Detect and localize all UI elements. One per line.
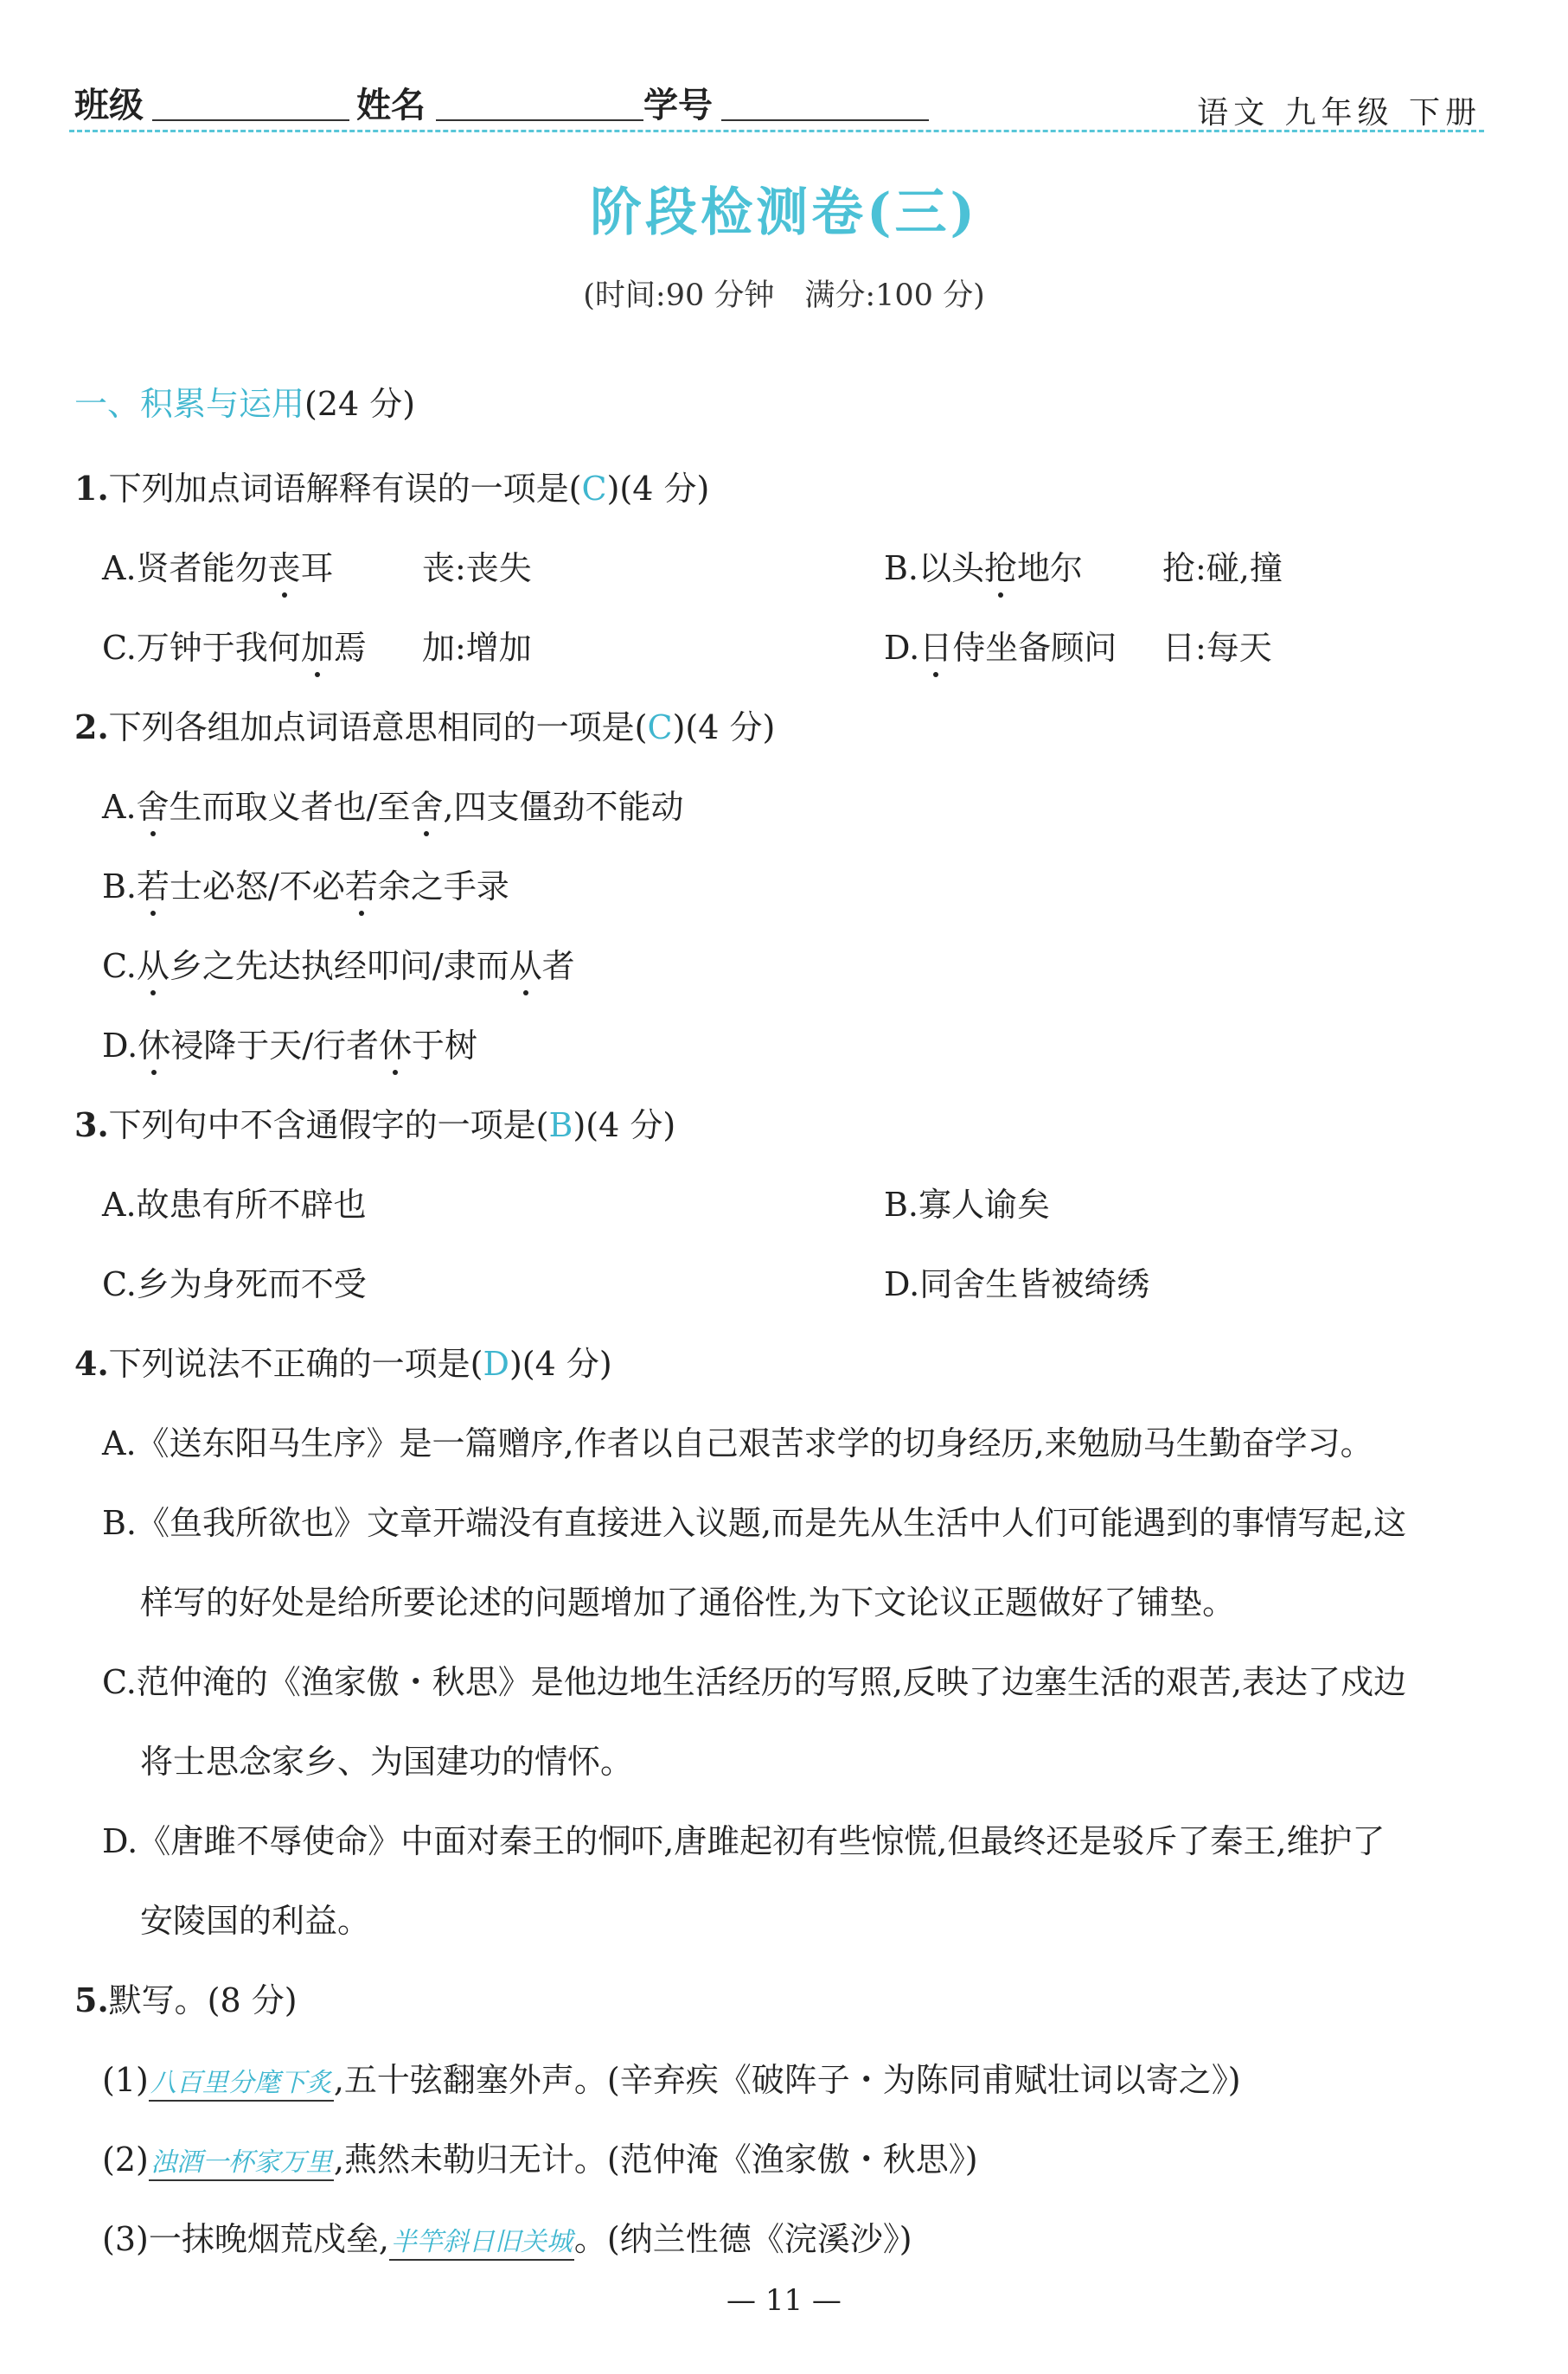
- question-number: 4.: [74, 1344, 109, 1383]
- q3-option-a[interactable]: A.故患有所不辟也: [102, 1186, 367, 1224]
- q4-option-c-cont: 将士思念家乡、为国建功的情怀。: [140, 1743, 634, 1781]
- q1-option-b-gloss: 抢:碰,撞: [1162, 549, 1283, 587]
- q3-option-c[interactable]: C.乡为身死而不受: [102, 1265, 367, 1303]
- q1-option-c[interactable]: C.万钟于我何加焉: [102, 621, 367, 669]
- q4-option-d-cont: 安陵国的利益。: [140, 1902, 371, 1940]
- question-stem: 下列各组加点词语意思相同的一项是(: [108, 708, 648, 746]
- q1-option-a[interactable]: A.贤者能勿丧耳: [102, 541, 334, 589]
- question-number: 3.: [74, 1105, 109, 1144]
- q2-option-b[interactable]: B.若士必怒/不必若余之手录: [102, 860, 509, 907]
- dotted-word: 抢: [984, 541, 1017, 589]
- dotted-word: 若: [345, 860, 378, 907]
- answer-mark: B: [548, 1106, 573, 1144]
- q1-option-a-gloss: 丧:丧失: [422, 549, 532, 587]
- q5-line-3: (3)一抹晚烟荒戍垒,半竿斜日旧关城。(纳兰性德《浣溪沙》): [102, 2212, 912, 2260]
- dotted-word: 日: [919, 621, 952, 669]
- student-id-label: 学号: [643, 86, 713, 125]
- question-number: 2.: [74, 707, 109, 746]
- question-stem: 下列说法不正确的一项是(: [108, 1345, 483, 1383]
- section-score: (24 分): [304, 385, 416, 423]
- student-id-blank[interactable]: [721, 119, 929, 121]
- q4-option-b-cont: 样写的好处是给所要论述的问题增加了通俗性,为下文论议正题做好了铺垫。: [140, 1584, 1236, 1622]
- dotted-word: 休: [379, 1019, 412, 1066]
- dotted-word: 舍: [137, 780, 170, 828]
- page-title: 阶段检测卷(三): [590, 182, 978, 243]
- q2-option-c[interactable]: C.从乡之先达执经叩问/隶而从者: [102, 939, 575, 987]
- answer-blank[interactable]: 浊酒一杯家万里: [149, 2147, 334, 2181]
- class-blank[interactable]: [152, 119, 349, 121]
- q3-option-b[interactable]: B.寡人谕矣: [884, 1186, 1051, 1224]
- question-stem: 默写。(8 分): [108, 1981, 298, 2019]
- answer-blank[interactable]: 八百里分麾下炙: [149, 2068, 334, 2102]
- answer-mark: D: [483, 1345, 509, 1383]
- question-score: )(4 分): [509, 1345, 612, 1383]
- dotted-word: 从: [509, 939, 542, 987]
- q1-option-b[interactable]: B.以头抢地尔: [884, 541, 1083, 589]
- subject-grade-label: 语文 九年级 下册: [1197, 95, 1482, 131]
- question-number: 5.: [74, 1980, 109, 2019]
- question-stem: 下列句中不含通假字的一项是(: [108, 1106, 549, 1144]
- section-heading: [74, 377, 415, 425]
- question-2: [74, 701, 775, 748]
- q4-option-d[interactable]: D.《唐雎不辱使命》中面对秦王的恫吓,唐雎起初有些惊慌,但最终还是驳斥了秦王,维护了: [102, 1822, 1386, 1860]
- question-4: [74, 1337, 612, 1385]
- name-label: 姓名: [356, 86, 426, 125]
- dotted-word: 若: [137, 860, 170, 907]
- q2-option-a[interactable]: A.舍生而取义者也/至舍,四支僵劲不能动: [102, 780, 683, 828]
- header-divider: [69, 130, 1484, 132]
- q5-line-1: (1)八百里分麾下炙,五十弦翻塞外声。(辛弃疾《破阵子・为陈同甫赋壮词以寄之》): [102, 2053, 1241, 2101]
- question-1: [74, 462, 709, 509]
- question-5: [74, 1974, 298, 2021]
- q4-option-b[interactable]: B.《鱼我所欲也》文章开端没有直接进入议题,而是先从生活中人们可能遇到的事情写起,这: [102, 1504, 1407, 1542]
- section-name: 一、积累与运用: [74, 385, 305, 423]
- q1-option-d-gloss: 日:每天: [1162, 629, 1272, 667]
- question-score: )(4 分): [606, 470, 710, 508]
- q2-option-d[interactable]: D.休祲降于天/行者休于树: [102, 1019, 477, 1066]
- q1-option-c-gloss: 加:增加: [422, 629, 532, 667]
- dotted-word: 休: [138, 1019, 170, 1066]
- answer-blank[interactable]: 半竿斜日旧关城: [389, 2227, 574, 2261]
- q4-option-c[interactable]: C.范仲淹的《渔家傲・秋思》是他边地生活经历的写照,反映了边塞生活的艰苦,表达了戍边: [102, 1663, 1406, 1701]
- question-stem: 下列加点词语解释有误的一项是(: [108, 470, 582, 508]
- dotted-word: 丧: [268, 541, 301, 589]
- question-number: 1.: [74, 469, 109, 508]
- q5-line-2: (2)浊酒一杯家万里,燕然未勒归无计。(范仲淹《渔家傲・秋思》): [102, 2133, 978, 2180]
- dotted-word: 舍: [410, 780, 443, 828]
- q4-option-a[interactable]: A.《送东阳马生序》是一篇赠序,作者以自己艰苦求学的切身经历,来勉励马生勤奋学习。: [102, 1424, 1373, 1462]
- answer-mark: C: [647, 708, 673, 746]
- q1-option-d[interactable]: D.日侍坐备顾问: [884, 621, 1117, 669]
- name-blank[interactable]: [436, 119, 643, 121]
- answer-mark: C: [581, 470, 607, 508]
- dotted-word: 加: [301, 621, 334, 669]
- question-score: )(4 分): [573, 1106, 676, 1144]
- question-3: [74, 1098, 675, 1146]
- class-label: 班级: [74, 86, 144, 125]
- exam-time-score: (时间:90 分钟 满分:100 分): [583, 278, 985, 313]
- dotted-word: 从: [137, 939, 170, 987]
- q3-option-d[interactable]: D.同舍生皆被绮绣: [884, 1265, 1150, 1303]
- question-score: )(4 分): [672, 708, 776, 746]
- page-number: — 11 —: [726, 2283, 842, 2318]
